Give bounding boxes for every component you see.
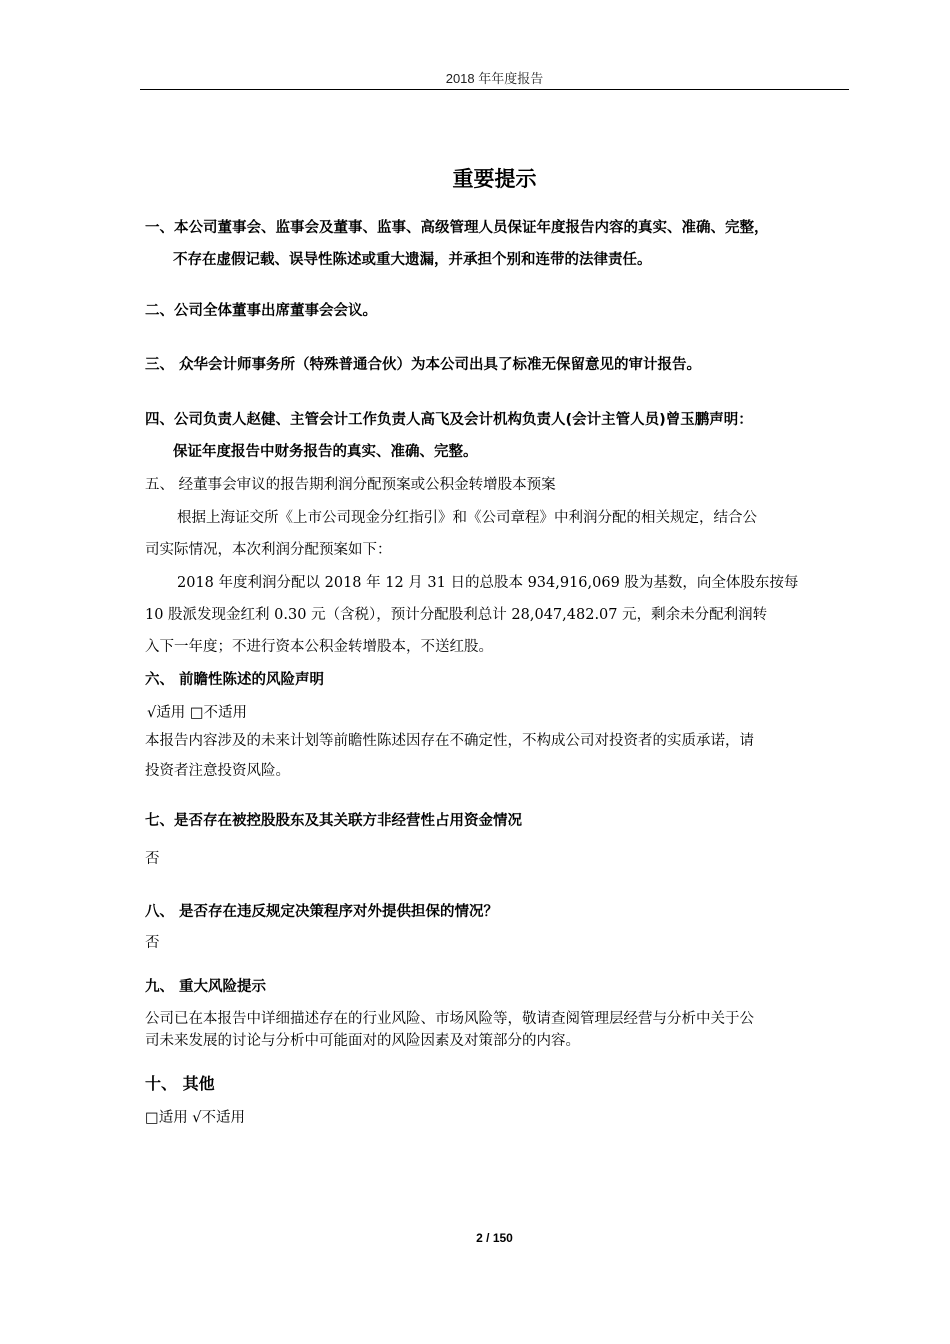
section-5-para-2-line-2: 10 股派发现金红利 0.30 元（含税），预计分配股利总计 28,047,482.07 元，剩余未分配利润转 — [145, 607, 768, 623]
section-9-heading: 九、 重大风险提示 — [145, 979, 267, 995]
section-6-options: √适用 □不适用 — [147, 705, 248, 721]
section-10-options: □适用 √不适用 — [145, 1110, 246, 1126]
section-8-answer: 否 — [145, 935, 160, 951]
section-7-answer: 否 — [145, 851, 160, 867]
section-9-body-line-2: 司未来发展的讨论与分析中可能面对的风险因素及对策部分的内容。 — [145, 1033, 580, 1049]
section-4-line-2: 保证年度报告中财务报告的真实、准确、完整。 — [173, 444, 478, 460]
page-header: 2018 年年度报告 — [445, 71, 544, 86]
section-5-heading: 五、 经董事会审议的报告期利润分配预案或公积金转增股本预案 — [145, 477, 556, 493]
section-9-body-line-1: 公司已在本报告中详细描述存在的行业风险、市场风险等，敬请查阅管理层经营与分析中关于公 — [145, 1011, 754, 1027]
section-7-heading: 七、是否存在被控股股东及其关联方非经营性占用资金情况 — [145, 813, 522, 829]
section-6-body-line-2: 投资者注意投资风险。 — [145, 763, 290, 779]
section-1-line-1: 一、本公司董事会、监事会及董事、监事、高级管理人员保证年度报告内容的真实、准确、完整， — [145, 220, 769, 236]
section-5-para-1-line-2: 司实际情况，本次利润分配预案如下： — [145, 542, 392, 558]
section-5-para-2-line-1: 2018 年度利润分配以 2018 年 12 月 31 日的总股本 934,916,069 股为基数，向全体股东按每 — [177, 575, 799, 591]
page-number: 2 / 150 — [476, 1231, 513, 1245]
section-6-heading: 六、 前瞻性陈述的风险声明 — [145, 672, 325, 688]
section-3: 三、 众华会计师事务所（特殊普通合伙）为本公司出具了标准无保留意见的审计报告。 — [145, 357, 702, 373]
section-2: 二、公司全体董事出席董事会会议。 — [145, 303, 377, 319]
section-6-body-line-1: 本报告内容涉及的未来计划等前瞻性陈述因存在不确定性，不构成公司对投资者的实质承诺，请 — [145, 733, 754, 749]
section-5-para-1-line-1: 根据上海证交所《上市公司现金分红指引》和《公司章程》中利润分配的相关规定，结合公 — [177, 510, 757, 526]
section-10-heading: 十、 其他 — [145, 1074, 215, 1093]
page-title: 重要提示 — [452, 167, 537, 191]
section-4-line-1: 四、公司负责人赵健、主管会计工作负责人高飞及会计机构负责人(会计主管人员)曾玉鹏声明： — [145, 412, 753, 428]
section-8-heading: 八、 是否存在违反规定决策程序对外提供担保的情况？ — [145, 904, 499, 920]
section-1-line-2: 不存在虚假记载、误导性陈述或重大遗漏，并承担个别和连带的法律责任。 — [173, 252, 652, 268]
header-rule — [140, 89, 849, 90]
section-5-para-2-line-3: 入下一年度；不进行资本公积金转增股本，不送红股。 — [145, 639, 493, 655]
